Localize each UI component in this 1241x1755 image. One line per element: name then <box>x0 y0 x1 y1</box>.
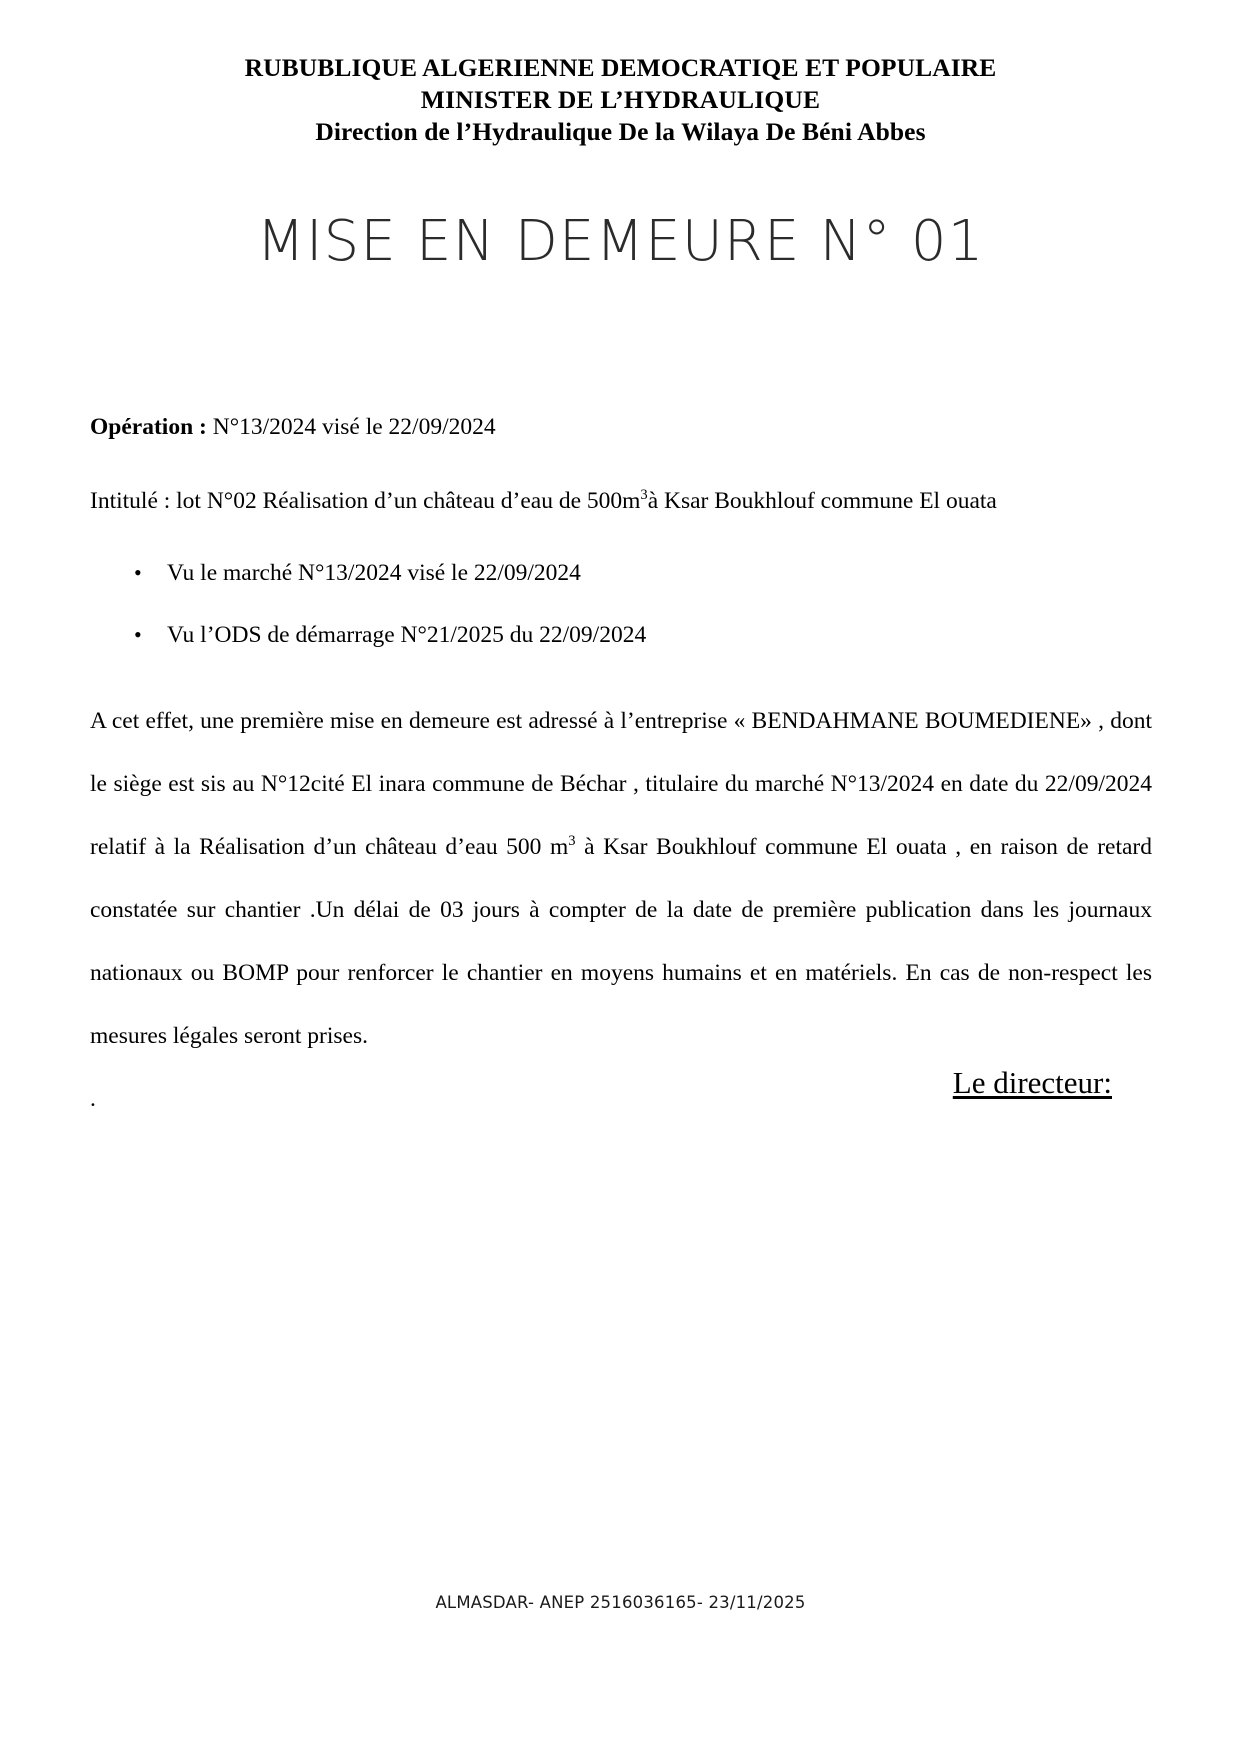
letterhead <box>0 52 1241 148</box>
paragraph-segment-2: à Ksar Boukhlouf commune El ouata , en raison de retard constatée sur chantier .Un délai de 03 jours à compter de la date de première publication dans les journaux nationaux ou BOMP pour renforcer le chantier en moyens humains et en matériels. En cas de non-respect les mesures légales seront prises. <box>90 834 1153 1049</box>
cubic-meter-superscript: 3 <box>640 487 648 504</box>
paragraph-trailing-dot: . <box>90 1086 96 1112</box>
bullet-point-icon: • <box>134 622 142 647</box>
signature-label: Le directeur: <box>952 1065 1112 1100</box>
letterhead-line-direction: Direction de l’Hydraulique De la Wilaya De Béni Abbes <box>315 117 926 146</box>
signature-block <box>90 1063 1112 1103</box>
operation-label: Opération : <box>90 414 207 440</box>
footer-reference: ALMASDAR- ANEP 2516036165- 23/11/2025 <box>435 1593 806 1612</box>
list-item <box>90 558 1152 588</box>
list-item <box>90 620 1152 650</box>
operation-line <box>90 412 1152 442</box>
letterhead-line-ministry: MINISTER DE L’HYDRAULIQUE <box>420 85 821 114</box>
letterhead-line-republic: RUBUBLIQUE ALGERIENNE DEMOCRATIQE ET POPULAIRE <box>244 53 997 82</box>
cubic-meter-superscript: 3 <box>568 833 576 850</box>
page-title: MISE EN DEMEURE N° 01 <box>256 209 985 274</box>
intitule-line <box>90 486 1152 516</box>
reference-list <box>90 558 1152 650</box>
bullet-point-icon: • <box>134 560 142 585</box>
intitule-text-part2: à Ksar Boukhlouf commune El ouata <box>647 488 997 514</box>
intitule-text-part1: Intitulé : lot N°02 Réalisation d’un château d’eau de 500m <box>90 488 641 514</box>
list-item-label: Vu le marché N°13/2024 visé le 22/09/2024 <box>167 560 581 586</box>
list-item-label: Vu l’ODS de démarrage N°21/2025 du 22/09/2024 <box>167 622 647 648</box>
operation-value: N°13/2024 visé le 22/09/2024 <box>206 414 496 440</box>
document-body <box>90 412 1152 1131</box>
paragraph-segment-1: A cet effet, une première mise en demeure est adressé à l’entreprise « BENDAHMANE BOUMEDIENE» , dont le siège est sis au N°12cité El inara commune de Béchar , titulaire du marché N°13/2024 en date du 22/09/2024 relatif à la Réalisation d’un château d’eau 500 m <box>90 708 1152 860</box>
